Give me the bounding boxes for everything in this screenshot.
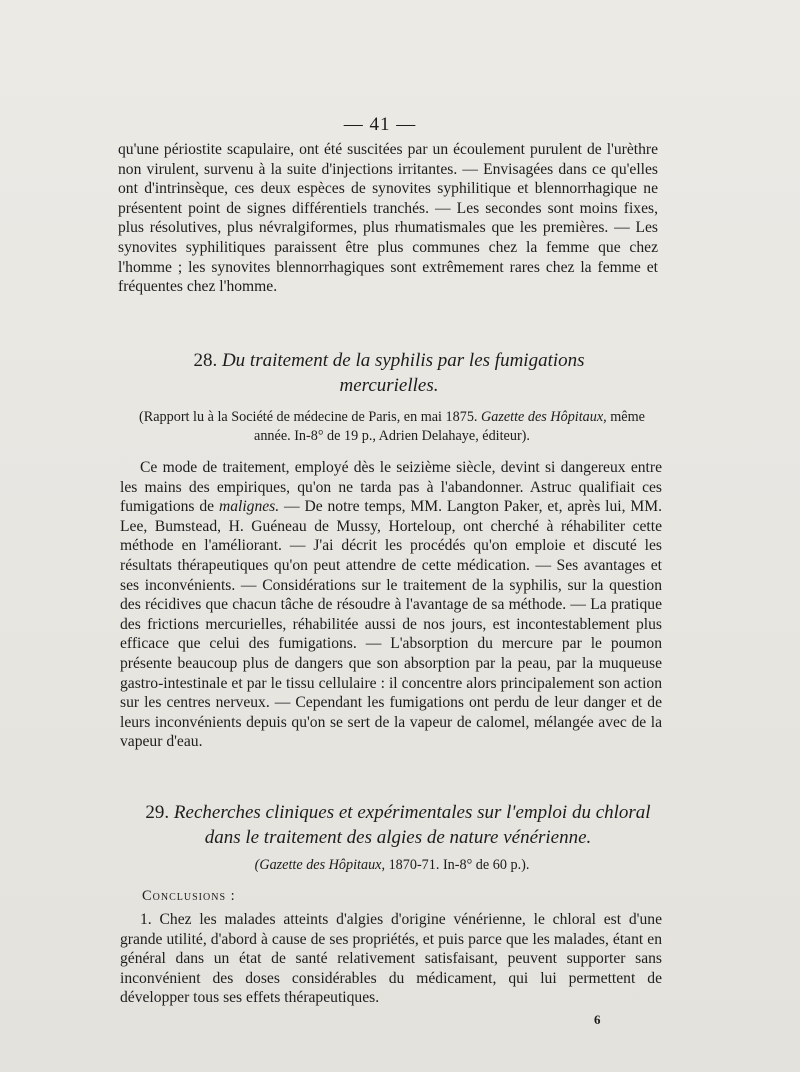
page-number: — 41 — — [343, 114, 417, 135]
section-28-body-italic: malignes. — [218, 498, 280, 516]
section-28-body — [120, 458, 662, 752]
paragraph-synovites: qu'une périostite scapulaire, ont été suscitées par un écoulement purulent de l'urèthre non virulent, survenu à la suite d'injections irritantes. — Envisagées dans ce qu'elles ont d'intrinsèque, ces deux espèces de synovites syphilitique et blennorrhagique ne présentent point de signes différentiels tranchés. — Les secondes sont moins fixes, plus résolutives, plus névralgiformes, plus rhumatismales que les premières. — Les synovites syphilitiques paraissent être plus communes chez la femme que chez l'homme ; les synovites blennorrhagiques sont extrêmement rares chez la femme et fréquentes chez l'homme. — [118, 141, 658, 296]
section-29-source-journal: (Gazette des Hôpitaux, — [254, 857, 386, 873]
signature-mark: 6 — [594, 1012, 601, 1027]
section-28-source-tail: même année. In-8° de 19 p., Adrien Delahaye, éditeur). — [254, 409, 645, 444]
section-29-title: Recherches cliniques et expérimentales sur l'emploi du chloral dans le traitement des algies de nature vénérienne. — [173, 802, 651, 848]
conclusions-label-block — [142, 888, 542, 905]
section-28-heading — [150, 348, 628, 398]
top-paragraph-block — [118, 140, 658, 297]
section-28-body-2: — De notre temps, MM. Langton Paker, et, après lui, MM. Lee, Bumstead, H. Guéneau de Mussy, Horteloup, ont cherché à réhabiliter cette méthode en l'améliorant. — J'ai décrit les procédés qu'on emploie et discuté les résultats thérapeutiques qu'on peut attendre de cette médication. — Ses avantages et ses inconvénients. — Considérations sur le traitement de la syphilis, sur la question des récidives que chacun tâche de résoudre à l'avantage de sa méthode. — La pratique des frictions mercurielles, réhabilitée aussi de nos jours, est incontestablement plus efficace que celui des fumigations. — L'absorption du mercure par le poumon présente beaucoup plus de dangers que son absorption par la peau, par la muqueuse gastro-intestinale et par le tissu cellulaire : il concentre alors principalement son action sur les centres nerveux. — Cependant les fumigations ont perdu de leur danger et de leurs inconvénients depuis qu'on se sert de la vapeur de calomel, mélangée avec de la vapeur d'eau. — [120, 498, 662, 751]
section-28-body-1: Ce mode de traitement, employé dès le seizième siècle, devint si dangereux entre les mains des empiriques, qu'on ne tarda pas à l'abandonner. Astruc qualifiait ces fumigations de — [120, 459, 662, 516]
section-29-heading — [128, 800, 668, 850]
section-28-title: Du traitement de la syphilis par les fumigations mercurielles. — [221, 350, 585, 396]
section-28-paragraph — [120, 458, 662, 752]
section-28-number: 28. — [193, 350, 218, 371]
section-29-source-tail: 1870-71. In-8° de 60 p.). — [388, 857, 530, 873]
conclusion-1: 1. Chez les malades atteints d'algies d'origine vénérienne, le chloral est d'une grande utilité, d'abord à cause de ses propriétés, et puis parce que les malades, étant en général dans un état de santé relativement satisfaisant, peuvent supporter sans inconvénient des doses considérables du médicament, qui lui permettent de développer tous ses effets thérapeutiques. — [120, 911, 662, 1007]
section-29-source — [120, 856, 664, 875]
conclusions-label: Conclusions : — [142, 888, 236, 904]
conclusion-1-block — [120, 910, 662, 1008]
section-28-source — [120, 408, 664, 446]
section-29-number: 29. — [145, 802, 170, 823]
section-28-source-journal: Gazette des Hôpitaux, — [481, 409, 607, 425]
section-28-source-text: (Rapport lu à la Société de médecine de Paris, en mai 1875. — [139, 409, 478, 425]
